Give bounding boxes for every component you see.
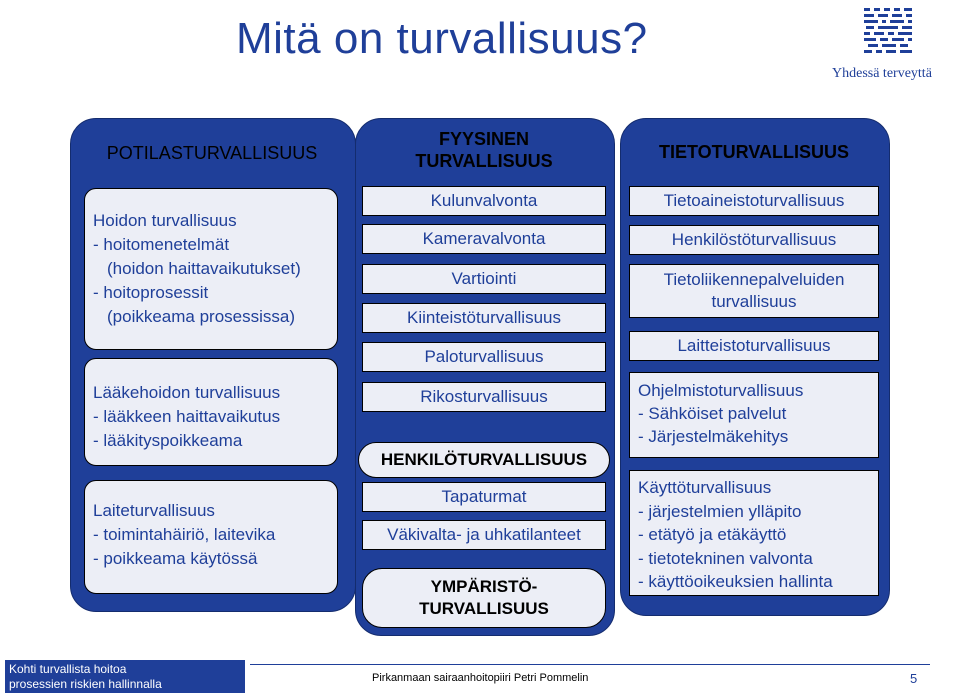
device-safety-line: - toimintahäiriö, laitevika (93, 525, 276, 544)
footer-subtitle-line: prosessien riskien hallinnalla (9, 677, 162, 691)
infosec-item-line: turvallisuus (711, 292, 797, 311)
care-safety-line: - hoitomenetelmät (93, 235, 230, 254)
page-title: Mitä on turvallisuus? (236, 14, 648, 63)
operational-security-line: - tietotekninen valvonta (638, 548, 813, 568)
device-safety-line: Laiteturvallisuus (93, 501, 215, 520)
personal-safety-item: Väkivalta- ja uhkatilanteet (362, 520, 606, 550)
device-safety-line: - poikkeama käytössä (93, 549, 258, 568)
physical-safety-header (355, 128, 613, 172)
logo-text: Yhdessä terveyttä (832, 66, 932, 81)
physical-item: Kiinteistöturvallisuus (362, 303, 606, 333)
footer-subtitle-line: Kohti turvallista hoitoa (9, 662, 127, 676)
medication-safety-line: Lääkehoidon turvallisuus (93, 383, 281, 402)
care-safety-line: - hoitoprosessit (93, 283, 209, 302)
patient-safety-header: POTILASTURVALLISUUS (106, 143, 318, 163)
care-safety-line: (poikkeama prosessissa) (107, 307, 296, 326)
footer-organization: Pirkanmaan sairaanhoitopiiri Petri Pommelin (372, 672, 589, 684)
software-security-line: - Sähköiset palvelut (638, 404, 787, 423)
physical-item: Kulunvalvonta (362, 186, 606, 216)
medication-safety-box (84, 358, 338, 466)
physical-item: Kameravalvonta (362, 224, 606, 254)
infosec-item: Henkilöstöturvallisuus (629, 225, 879, 255)
operational-security-line: Käyttöturvallisuus (638, 478, 772, 497)
environmental-safety-header (362, 568, 606, 628)
physical-item: Vartiointi (362, 264, 606, 294)
medication-safety-line: - lääkityspoikkeama (93, 431, 243, 450)
operational-security-line: - etätyö ja etäkäyttö (638, 525, 787, 544)
personal-safety-header: HENKILÖTURVALLISUUS (358, 442, 610, 478)
physical-item: Paloturvallisuus (362, 342, 606, 372)
operational-security-line: - järjestelmien ylläpito (638, 501, 802, 521)
personal-safety-item: Tapaturmat (362, 482, 606, 512)
care-safety-line: Hoidon turvallisuus (93, 211, 237, 230)
physical-safety-header-line: FYYSINEN (438, 129, 530, 149)
infosec-item-line: Tietoliikennepalveluiden (663, 270, 845, 289)
footer-divider (250, 664, 930, 665)
information-security-header: TIETOTURVALLISUUS (658, 142, 849, 162)
organization-logo-icon (862, 6, 914, 58)
software-security-line: Ohjelmistoturvallisuus (638, 381, 804, 400)
software-security-box (629, 372, 879, 458)
physical-item: Rikosturvallisuus (362, 382, 606, 412)
device-safety-box (84, 480, 338, 594)
medication-safety-line: - lääkkeen haittavaikutus (93, 407, 281, 426)
infosec-item: Laitteistoturvallisuus (629, 331, 879, 361)
environmental-safety-header-line: TURVALLISUUS (419, 599, 549, 618)
software-security-line: - Järjestelmäkehitys (638, 427, 789, 446)
physical-safety-header-line: TURVALLISUUS (415, 151, 553, 171)
infosec-item: Tietoaineistoturvallisuus (629, 186, 879, 216)
care-safety-box (84, 188, 338, 350)
infosec-item (629, 264, 879, 318)
page-number: 5 (910, 671, 918, 686)
footer-subtitle (5, 660, 245, 693)
operational-security-line: - käyttöoikeuksien hallinta (638, 572, 833, 591)
care-safety-line: (hoidon haittavaikutukset) (107, 259, 301, 278)
environmental-safety-header-line: YMPÄRISTÖ- (430, 577, 538, 596)
operational-security-box (629, 470, 879, 596)
